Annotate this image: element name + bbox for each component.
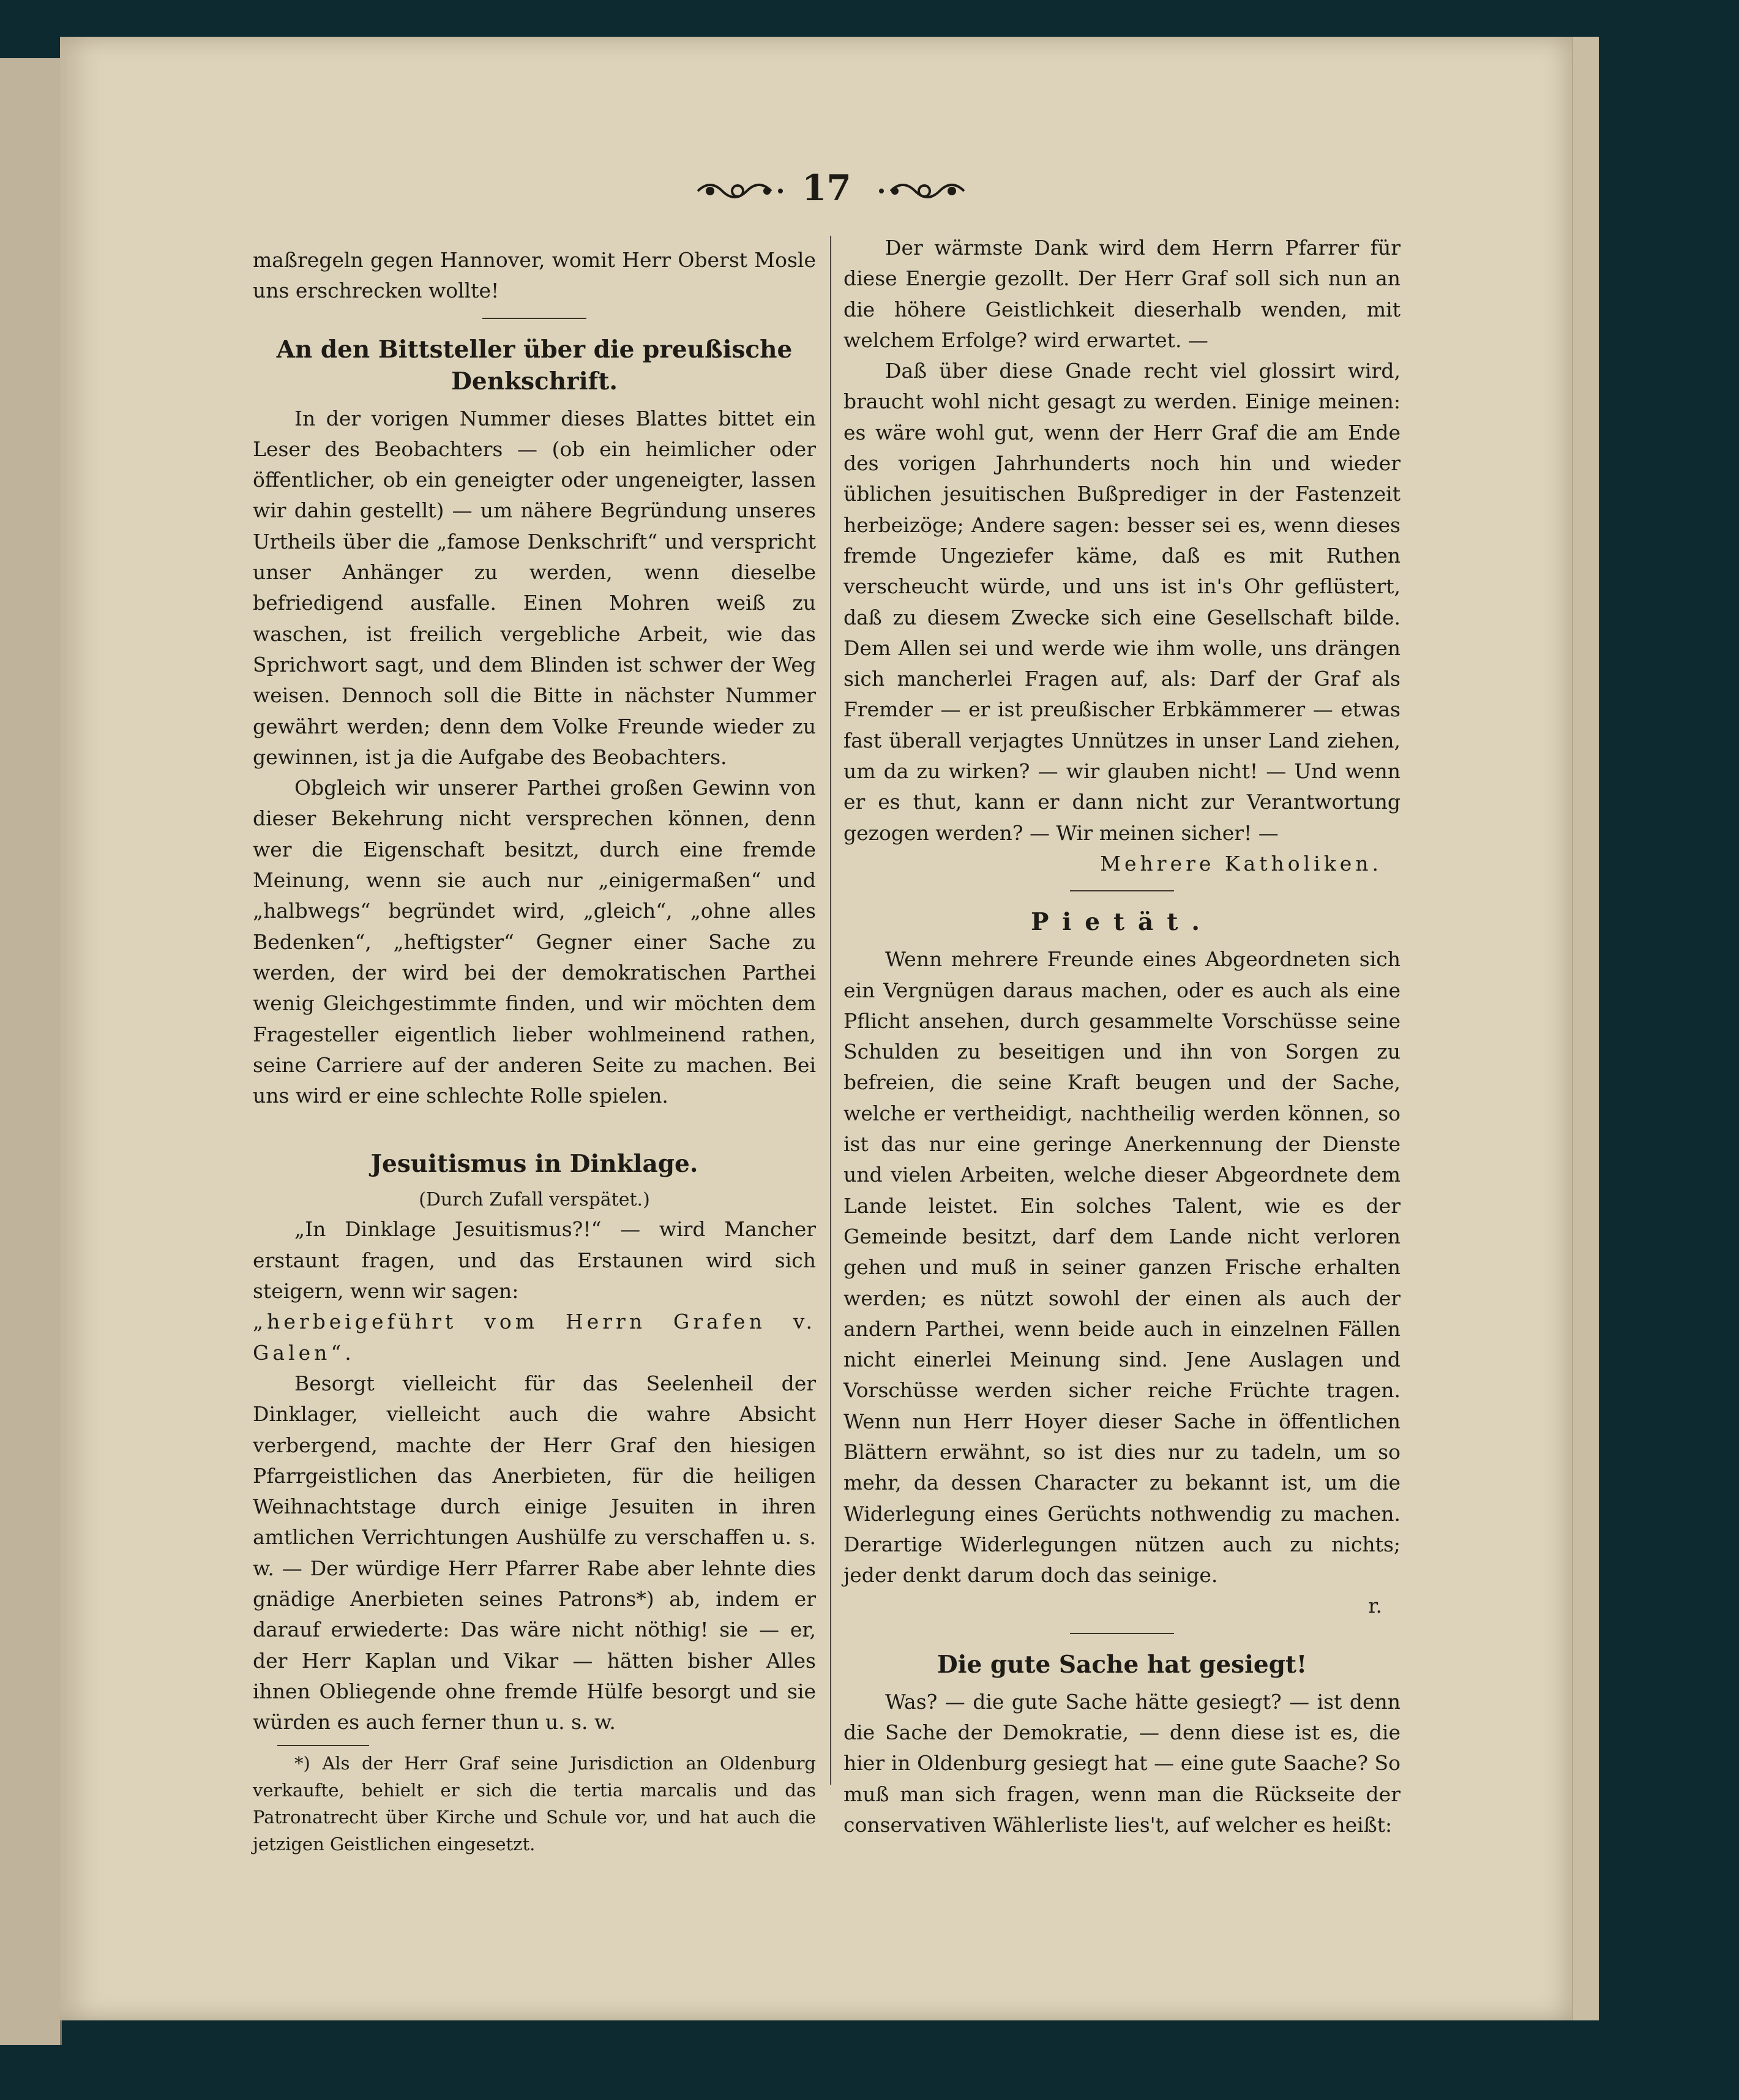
article-title: Jesuitismus in Dinklage. (370, 1150, 698, 1179)
article-paragraph: Wenn mehrere Freunde eines Abgeordneten sich ein Vergnügen daraus machen, oder es auch als eine Pflicht ansehen, durch gesammelte Vorschüsse seine Schulden zu beseitigen und ihn von Sorgen zu befreien, die seine Kraft beugen und der Sache, welche er vertheidigt, nachtheilig werden können, so ist das nur eine geringe Anerkennung der Dienste und vielen Arbeiten, welche dieser Abgeordnete dem Lande leistet. Ein solches Talent, wie es der Gemeinde besitzt, darf dem Lande nicht verloren gehen und muß in seiner ganzen Frische erhalten werden; es nützt sowohl der einen als auch der andern Parthei, wenn beide auch in einzelnen Fällen nicht einerlei Meinung sind. Jene Auslagen und Vorschüsse werden sicher reiche Früchte tragen. Wenn nun Herr Hoyer dieser Sache in öffentlichen Blättern erwähnt, so ist dies nur zu tadeln, um so mehr, da dessen Character zu bekannt ist, um die Widerlegung eines Gerüchts nothwendig zu machen. Derartige Widerlegungen nützen auch zu nichts; jeder denkt darum doch das seinige. (843, 947, 1401, 1588)
article-title: An den Bittsteller über die preußische Denkschrift. (276, 335, 793, 396)
section-rule (482, 318, 586, 319)
continuation-text: maßregeln gegen Hannover, womit Herr Oberst Mosle uns erschrecken wollte! (253, 248, 816, 303)
article-paragraph: Besorgt vielleicht für das Seelenheil der Dinklager, vielleicht auch die wahre Absicht verbergend, machte der Herr Graf den hiesigen Pfarrgeistlichen das Anerbieten, für die heiligen Weihnachtstage durch einige Jesuiten in ihren amtlichen Verrichtungen Aushülfe zu verschaffen u. s. w. — Der würdige Herr Pfarrer Rabe aber lehnte dies gnädige Anerbieten seines Patrons*) ab, indem er darauf erwiederte: Das wäre nicht nöthig! sie — er, der Herr Kaplan und Vikar — hätten bisher Alles ihnen Obliegende ohne fremde Hülfe besorgt und sie würden es auch ferner thun u. s. w. (253, 1371, 816, 1734)
ornament-left-icon (695, 176, 787, 206)
page-header (673, 167, 979, 216)
previous-page-edge (0, 58, 62, 2045)
article-paragraph: „In Dinklage Jesuitismus?!“ — wird Mancher erstaunt fragen, und das Erstaunen wird sich steigern, wenn wir sagen: (253, 1217, 816, 1303)
right-column (843, 233, 1401, 1840)
column-divider (830, 236, 831, 1785)
article-paragraph: In der vorigen Nummer dieses Blattes bittet ein Leser des Beobachters — (ob ein heimlicher oder öffentlicher, ob ein geneigter oder ungeneigter, lassen wir dahin gestellt) — um nähere Begründung unseres Urtheils über die „famose Denkschrift“ und verspricht unser Anhänger zu werden, wenn dieselbe befriedigend ausfalle. Einen Mohren weiß zu waschen, ist freilich vergebliche Arbeit, wie das Sprichwort sagt, und dem Blinden ist schwer der Weg weisen. Dennoch soll die Bitte in nächster Nummer gewährt werden; denn dem Volke Freunde wieder zu gewinnen, ist ja die Aufgabe des Beobachters. (253, 406, 816, 769)
left-column (253, 245, 816, 1858)
footnote-rule (277, 1745, 369, 1746)
article-signature: r. (1368, 1594, 1382, 1618)
page-stack-edge (1572, 37, 1599, 2020)
ornament-right-icon (875, 176, 967, 206)
page-number: 17 (802, 167, 851, 209)
article-signature: Mehrere Katholiken. (1100, 851, 1382, 876)
section-rule (1070, 1633, 1174, 1634)
section-rule (1070, 890, 1174, 891)
article-title: Die gute Sache hat gesiegt! (937, 1650, 1307, 1679)
article-paragraph: Obgleich wir unserer Parthei großen Gewinn von dieser Bekehrung nicht versprechen können, denn wer die Eigenschaft besitzt, durch eine fremde Meinung, wenn sie auch nur „einigermaßen“ und „halbwegs“ begründet wird, „gleich“, „ohne alles Bedenken“, „heftigster“ Gegner einer Sache zu werden, der wird bei der demokratischen Parthei wenig Gleichgestimmte finden, und wir möchten dem Fragesteller eigentlich lieber wohlmeinend rathen, seine Carriere auf der anderen Seite zu machen. Bei uns wird er eine schlechte Rolle spielen. (253, 776, 816, 1108)
article-paragraph: Daß über diese Gnade recht viel glossirt wird, braucht wohl nicht gesagt zu werden. Einige meinen: es wäre wohl gut, wenn der Herr Graf die am Ende des vorigen Jahrhunderts noch hin und wieder üblichen jesuitischen Bußprediger in der Fastenzeit herbeizöge; Andere sagen: besser sei es, wenn dieses fremde Ungeziefer käme, daß es mit Ruthen verscheucht würde, und uns ist in's Ohr geflüstert, daß zu diesem Zwecke sich eine Gesellschaft bilde. Dem Allen sei und werde wie ihm wolle, uns drängen sich mancherlei Fragen auf, als: Darf der Graf als Fremder — er ist preußischer Erbkämmerer — etwas fast überall verjagtes Unnützes in unser Land ziehen, um da zu wirken? — wir glauben nicht! — Und wenn er es thut, kann er dann nicht zur Verantwortung gezogen werden? — Wir meinen sicher! — (843, 359, 1401, 845)
article-quote: „herbeigeführt vom Herrn Grafen v. Galen“. (253, 1310, 816, 1365)
article-title: Pietät. (1031, 908, 1213, 937)
footnote: *) Als der Herr Graf seine Jurisdiction an Oldenburg verkaufte, behielt er sich die tertia marcalis und das Patronatrecht über Kirche und Schule vor, und hat auch die jetzigen Geistlichen eingesetzt. (253, 1753, 816, 1855)
article-subtitle: (Durch Zufall verspätet.) (419, 1189, 650, 1211)
article-paragraph: Was? — die gute Sache hätte gesiegt? — ist denn die Sache der Demokratie, — denn diese ist es, die hier in Oldenburg gesiegt hat — eine gute Saache? So muß man sich fragen, wenn man die Rückseite der conservativen Wählerliste lies't, auf welcher es heißt: (843, 1689, 1401, 1837)
article-paragraph: Der wärmste Dank wird dem Herrn Pfarrer für diese Energie gezollt. Der Herr Graf soll sich nun an die höhere Geistlichkeit dieserhalb wenden, mit welchem Erfolge? wird erwartet. — (843, 236, 1401, 352)
